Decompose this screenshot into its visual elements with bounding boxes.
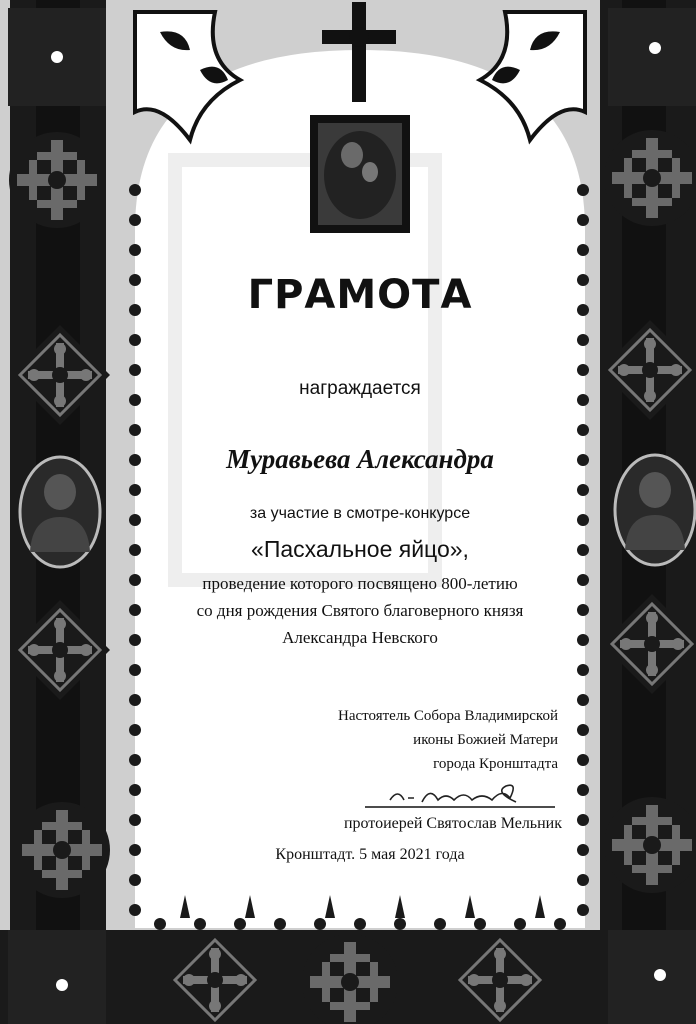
signatory-name: протоиерей Святослав Мельник bbox=[343, 815, 562, 832]
participation-text: за участие в смотре-конкурсе bbox=[249, 505, 471, 522]
signatory-title-line-3: города Кронштадта bbox=[433, 756, 558, 772]
certificate-title: ГРАМОТА bbox=[247, 272, 473, 318]
recipient-name: Муравьева Александра bbox=[226, 444, 494, 474]
signatory-title-line-1: Настоятель Собора Владимирской bbox=[338, 708, 558, 724]
place-and-date: Кронштадт. 5 мая 2021 года bbox=[275, 846, 465, 863]
awarded-label: награждается bbox=[299, 378, 421, 399]
contest-name: «Пасхальное яйцо», bbox=[251, 536, 469, 562]
dedication-line-3: Александра Невского bbox=[282, 628, 438, 647]
dedication-line-2: со дня рождения Святого благоверного князя bbox=[196, 601, 524, 620]
signatory-title-line-2: иконы Божией Матери bbox=[413, 732, 558, 748]
dedication-line-1: проведение которого посвящено 800-летию bbox=[202, 574, 518, 593]
handwritten-signature bbox=[360, 778, 560, 812]
